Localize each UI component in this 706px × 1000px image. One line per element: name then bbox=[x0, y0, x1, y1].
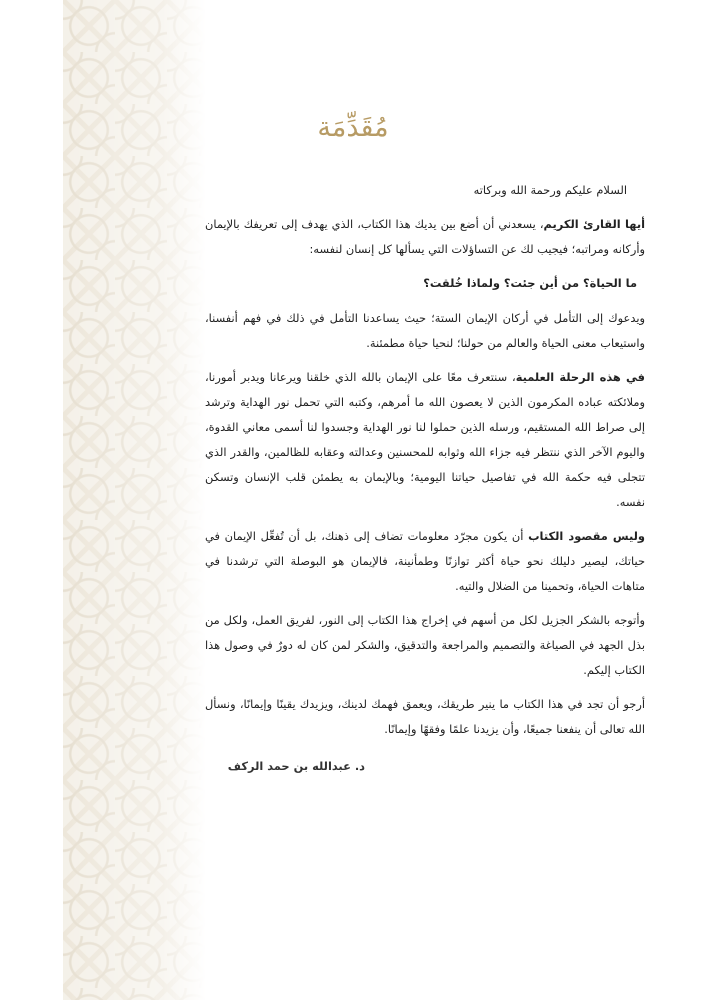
greeting: السلام عليكم ورحمة الله وبركاته bbox=[473, 183, 627, 197]
geometric-pattern-ornament bbox=[63, 0, 206, 1000]
key-question: ما الحياة؟ من أين جئت؟ ولماذا خُلقت؟ bbox=[423, 276, 637, 290]
paragraph-1-lead: أيها القارئ الكريم bbox=[543, 217, 646, 231]
paragraph-4-lead: وليس مقصود الكتاب bbox=[528, 529, 645, 543]
paragraph-3-lead: في هذه الرحلة العلمية bbox=[515, 370, 645, 384]
author-signature: د. عبدالله بن حمد الركف bbox=[227, 759, 365, 773]
paragraph-3 bbox=[205, 365, 645, 515]
paragraph-1 bbox=[205, 212, 645, 262]
paragraph-4-text: أن يكون مجرّد معلومات تضاف إلى ذهنك، بل أن تُفعِّل الإيمان في حياتك، ليصير دليلك نحو حياة أكثر توازنًا وطمأنينة، فالإيمان هو البوصلة التي ترشدنا في متاهات الحياة، وتحمينا من الضلال والتيه. bbox=[205, 529, 645, 593]
page-title: مُقَدِّمَة bbox=[317, 112, 389, 143]
paragraph-1-text: ، يسعدني أن أضع بين يديك هذا الكتاب، الذي يهدف إلى تعريفك بالإيمان وأركانه ومراتبه؛ فيجيب لك عن التساؤلات التي يسألها كل إنسان لنفسه: bbox=[205, 217, 645, 256]
paragraph-5: وأتوجه بالشكر الجزيل لكل من أسهم في إخراج هذا الكتاب إلى النور، لفريق العمل، ولكل من بذل الجهد في الصياغة والتصميم والمراجعة والتدقيق، والشكر لمن كان له دورٌ في وصول هذا الكتاب إليكم. bbox=[205, 613, 645, 677]
paragraph-2: ويدعوك إلى التأمل في أركان الإيمان الستة؛ حيث يساعدنا التأمل في ذلك في فهم أنفسنا، واستيعاب معنى الحياة والعالم من حولنا؛ لنحيا حياة مطمئنة. bbox=[205, 311, 645, 350]
paragraph-6: أرجو أن تجد في هذا الكتاب ما ينير طريقك، ويعمق فهمك لدينك، ويزيدك يقينًا وإيمانًا، ونسأل الله تعالى أن ينفعنا جميعًا، وأن يزيدنا علمًا وفقهًا وإيمانًا. bbox=[205, 697, 645, 736]
paragraph-4 bbox=[205, 524, 645, 599]
introduction-body bbox=[205, 178, 645, 751]
paragraph-3-text: ، سنتعرف معًا على الإيمان بالله الذي خلقنا ويرعانا ويدبر أمورنا، وملائكته عباده المكرمون الذين لا يعصون الله ما أمرهم، وكتبه التي تحمل نور الهداية وترشد إلى صراط الله المستقيم، ورسله الذين حملوا لنا نور الهداية وجسدوا لنا أسمى معاني القدوة، واليوم الآخر الذي ننتظر فيه جزاء الله وثوابه للمحسنين وعدالته وعقابه للظالمين، والقدر الذي تتجلى فيه حكمة الله في تفاصيل حياتنا اليومية؛ وبالإيمان به يطمئن قلب الإنسان وتسكن نفسه. bbox=[205, 370, 645, 509]
